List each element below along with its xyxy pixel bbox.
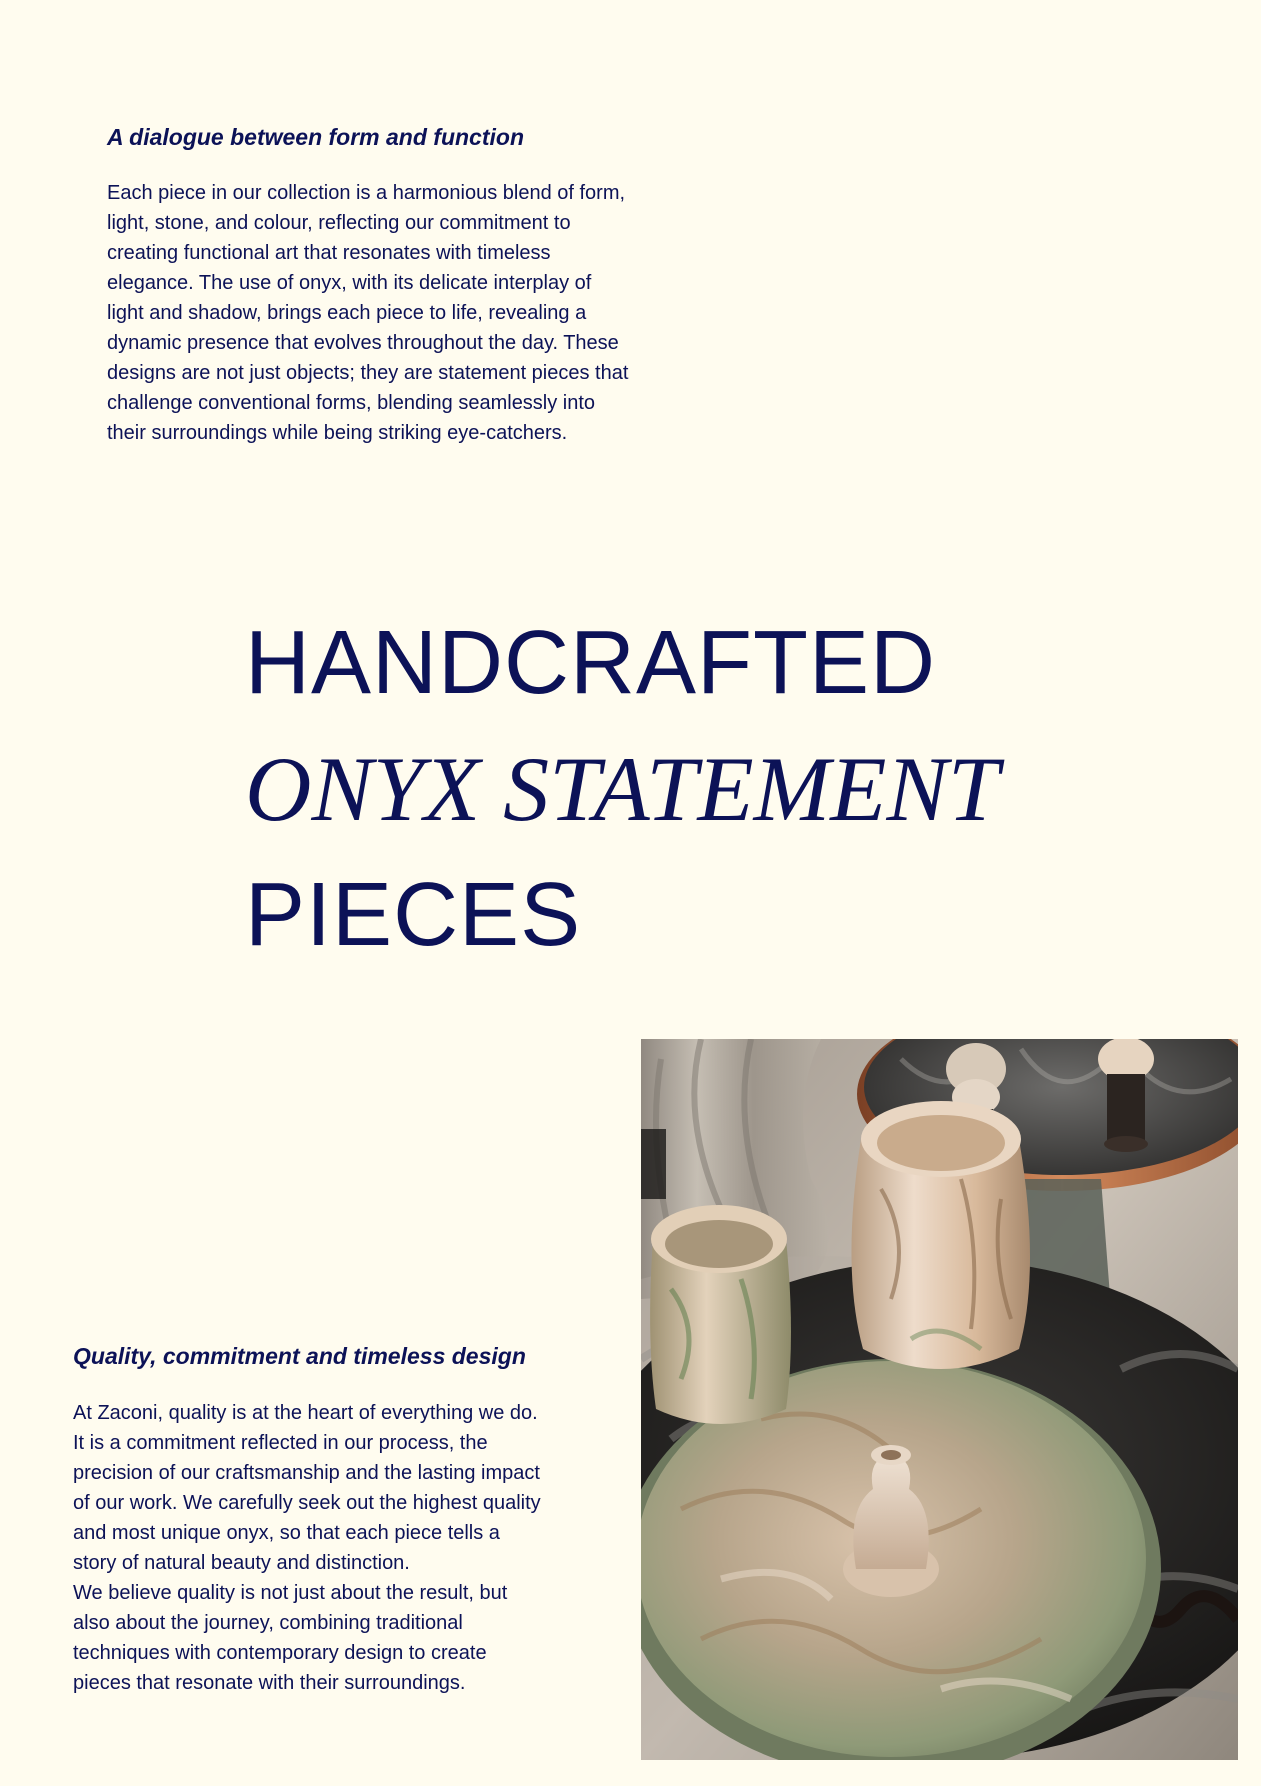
photo-illustration [641,1039,1238,1760]
title-line-onyx-statement: ONYX STATEMENT [245,738,1000,840]
intro-heading: A dialogue between form and function [107,124,524,150]
title-line-handcrafted: HANDCRAFTED [245,613,937,713]
quality-heading: Quality, commitment and timeless design [73,1343,526,1369]
onyx-objects-photo [641,1039,1238,1760]
page-title [245,600,1145,978]
title-line-pieces: PIECES [245,865,582,965]
intro-paragraph: Each piece in our collection is a harmonious blend of form, light, stone, and colour, reflecting our commitment to creating functional art that resonates with timeless elegance. The use of onyx, with its delicate interplay of light and shadow, brings each piece to life, revealing a dynamic presence that evolves throughout the day. These designs are not just objects; they are statement pieces that challenge conventional forms, blending seamlessly into their surroundings while being striking eye-catchers. [107,182,629,444]
quality-paragraph: At Zaconi, quality is at the heart of everything we do. It is a commitment reflected in our process, the precision of our craftsmanship and the lasting impact of our work. We carefully seek out the highest quality and most unique onyx, so that each piece tells a story of natural beauty and distinction. We believe quality is not just about the result, but also about the journey, combining traditional techniques with contemporary design to create pieces that resonate with their surroundings. [73,1402,541,1694]
